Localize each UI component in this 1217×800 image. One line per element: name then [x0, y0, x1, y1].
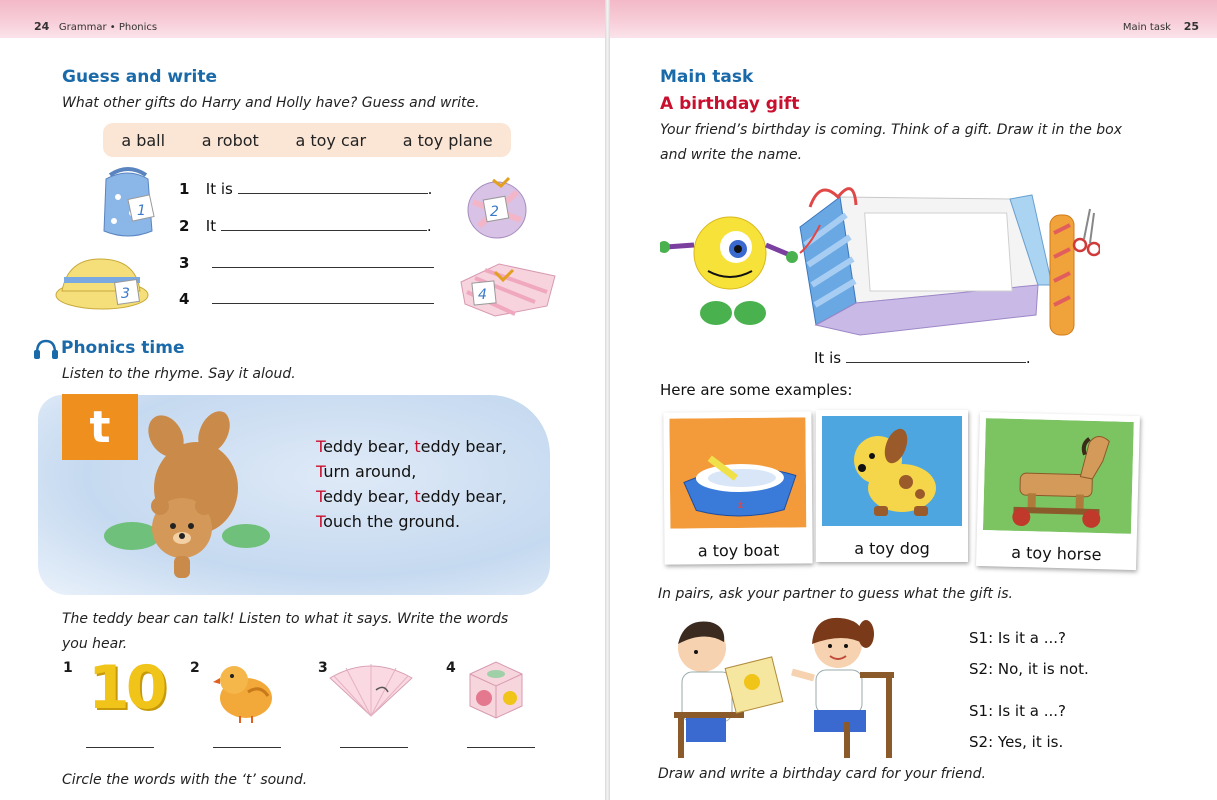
picture-number-2: 2	[190, 660, 200, 676]
item-number: 2	[179, 217, 190, 235]
right-page-header	[1123, 20, 1199, 33]
rhyme-text: urn around,	[323, 462, 417, 481]
example-caption: a toy boat	[697, 540, 780, 561]
example-card-horse	[976, 412, 1140, 570]
rhyme-line-1	[316, 437, 507, 456]
blank-line-1[interactable]	[86, 747, 154, 748]
toy-boat-image	[669, 417, 806, 528]
number-ten-image: 10	[88, 653, 164, 723]
answer-line-4[interactable]	[212, 290, 434, 304]
left-page-header	[34, 20, 157, 33]
dialog-text: Is it a ...?	[997, 702, 1066, 720]
rhyme-initial: t	[414, 437, 421, 456]
word-bank-item: a ball	[121, 130, 166, 150]
main-task-instruction: Your friend’s birthday is coming. Think of a gift. Draw it in the box and write the name.	[660, 122, 1123, 163]
section-label: Grammar • Phonics	[58, 22, 158, 33]
teddy-bear-image	[96, 408, 296, 583]
page-number: 25	[1183, 20, 1199, 33]
dialog-line-3	[969, 702, 1066, 720]
guess-item-1	[179, 180, 432, 198]
dialog-text: No, it is not.	[997, 660, 1089, 678]
dialog-text: Yes, it is.	[997, 733, 1064, 751]
main-task-subtitle: A birthday gift	[660, 94, 800, 114]
phonics-title: Phonics time	[61, 338, 185, 358]
blank-line-4[interactable]	[467, 747, 535, 748]
dialog-speaker: S2:	[969, 733, 994, 751]
rhyme-line-4	[316, 512, 460, 531]
dialog-text: Is it a ...?	[997, 629, 1066, 647]
rhyme-initial: t	[414, 487, 421, 506]
item-number: 4	[179, 290, 190, 308]
gift-3-image	[52, 251, 152, 313]
dialog-speaker: S1:	[969, 629, 994, 647]
picture-number-4: 4	[446, 660, 456, 676]
rhyme-text: eddy bear,	[323, 487, 415, 506]
letter-badge: t	[62, 394, 138, 460]
blank-line-3[interactable]	[340, 747, 408, 748]
examples-label: Here are some examples:	[660, 381, 853, 399]
phonics-instruction: Listen to the rhyme. Say it aloud.	[62, 366, 296, 382]
section-label: Main task	[1122, 22, 1171, 33]
gift-answer-line[interactable]	[846, 349, 1026, 363]
guess-item-3	[179, 254, 434, 272]
rhyme-line-2	[316, 462, 416, 481]
children-image	[664, 612, 924, 762]
rhyme-initial: T	[316, 487, 324, 506]
left-page	[0, 0, 605, 800]
guess-item-2	[179, 217, 432, 235]
answer-prompt: It is	[814, 349, 842, 367]
dialog-line-2	[969, 660, 1089, 678]
dialog-speaker: S2:	[969, 660, 994, 678]
rhyme-text: eddy bear,	[323, 437, 415, 456]
word-bank-item: a toy car	[295, 130, 367, 150]
main-task-title: Main task	[660, 67, 754, 87]
answer-line-1[interactable]	[238, 180, 428, 194]
blank-line-2[interactable]	[213, 747, 281, 748]
pairs-instruction: In pairs, ask your partner to guess what the gift is.	[658, 586, 1013, 602]
guess-instruction: What other gifts do Harry and Holly have? Guess and write.	[62, 95, 480, 111]
chick-image	[212, 656, 276, 724]
gift-tag-2: 2	[490, 204, 499, 220]
item-prompt: It	[205, 217, 217, 235]
rhyme-text: eddy bear,	[420, 437, 507, 456]
rhyme-text: ouch the ground.	[323, 512, 461, 531]
talk-instruction: The teddy bear can talk! Listen to what it says. Write the words you hear.	[62, 611, 509, 652]
answer-end: .	[1025, 349, 1031, 367]
item-number: 1	[179, 180, 190, 198]
circle-instruction: Circle the words with the ‘t’ sound.	[62, 772, 308, 788]
dialog-line-4	[969, 733, 1063, 751]
guess-item-4	[179, 290, 434, 308]
example-card-boat	[663, 411, 812, 564]
picture-number-1: 1	[63, 660, 73, 676]
gift-tag-3: 3	[121, 286, 130, 302]
headphones-icon[interactable]	[33, 338, 59, 360]
example-caption: a toy dog	[854, 539, 930, 558]
right-page	[610, 0, 1217, 800]
item-number: 3	[179, 254, 190, 272]
fan-image	[326, 660, 416, 720]
rhyme-initial: T	[316, 512, 324, 531]
rhyme-text: eddy bear,	[420, 487, 507, 506]
rhyme-initial: T	[316, 462, 324, 481]
word-bank	[103, 123, 511, 157]
word-bank-item: a toy plane	[402, 130, 493, 150]
answer-line-2[interactable]	[221, 217, 427, 231]
page-number: 24	[34, 20, 50, 33]
rhyme-initial: T	[316, 437, 324, 456]
rhyme-line-3	[316, 487, 507, 506]
item-prompt: It is	[205, 180, 233, 198]
guess-title: Guess and write	[62, 67, 217, 87]
gift-2-image	[465, 172, 529, 242]
toy-dog-image	[822, 416, 962, 526]
dialog-speaker: S1:	[969, 702, 994, 720]
toy-block-image	[462, 656, 528, 722]
answer-line-3[interactable]	[212, 254, 434, 268]
item-end: .	[427, 180, 433, 198]
item-end: .	[426, 217, 432, 235]
toy-horse-image	[983, 418, 1134, 534]
gift-tag-1: 1	[137, 203, 146, 219]
gift-answer-row	[814, 349, 1031, 367]
dialog-line-1	[969, 629, 1066, 647]
gift-4-image	[455, 258, 560, 320]
example-card-dog	[816, 410, 968, 562]
gift-1-image	[88, 165, 168, 245]
example-caption: a toy horse	[1011, 542, 1102, 565]
gift-tag-4: 4	[478, 287, 487, 303]
picture-number-3: 3	[318, 660, 328, 676]
gift-box-image	[660, 175, 1100, 345]
word-bank-item: a robot	[201, 130, 259, 150]
card-instruction: Draw and write a birthday card for your friend.	[658, 766, 986, 782]
svg-text:⚓: ⚓	[736, 499, 746, 512]
